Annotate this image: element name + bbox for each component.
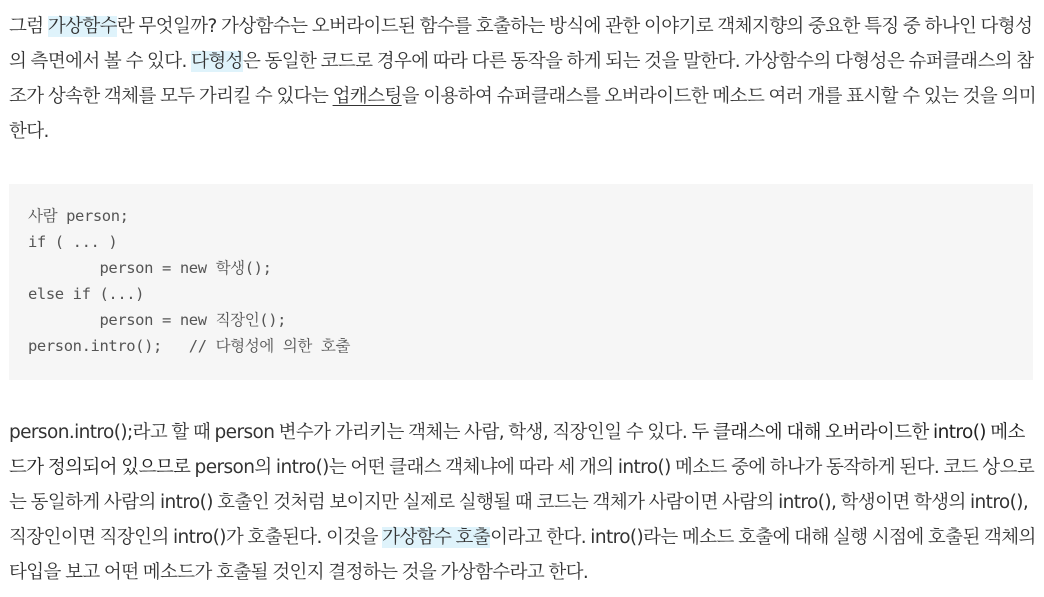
- intro-paragraph: [9, 9, 1039, 149]
- text-run: person.intro();라고 할 때 person 변수가 가리키는 객체는 사람, 학생, 직장인일 수 있다.: [9, 422, 692, 443]
- code-line: if ( ... ): [28, 233, 118, 251]
- code-content: [28, 203, 350, 359]
- emphasized-sentence: 두 클래스에 대해 오버라이드한 intro() 메소드가 정의되어 있으므로: [9, 422, 1025, 478]
- code-line: else if (...): [28, 285, 145, 303]
- text-run: 그럼: [9, 16, 48, 37]
- upcasting-link[interactable]: 업캐스팅: [332, 86, 402, 107]
- explanation-paragraph: [9, 415, 1039, 590]
- code-line: person = new 학생();: [28, 259, 272, 277]
- highlighted-term-polymorphism: 다형성: [191, 51, 243, 72]
- text-run: 란 무엇일까? 가상함수는 오버라이드된 함수를 호출하는 방식에 관한 이야기로 객체지향의 중요한 특징 중 하나인 다형성의 측면에서 볼 수 있다.: [9, 16, 1033, 72]
- text-run: person의 intro()는 어떤 클래스 객체냐에 따라 세 개의 intro() 메소드 중에 하나가 동작하게 된다. 코드 상으로는 동일하게 사람의 intro() 호출인 것처럼 보이지만 실제로 실행될 때 코드는 객체가 사람이면 사람의 intro(), 학생이면 학생의 intro(), 직장인이면 직장인의 intro()가 호출된다. 이것을: [9, 457, 1035, 548]
- code-block: [9, 184, 1033, 380]
- highlighted-term-virtual-function: 가상함수: [47, 16, 117, 37]
- code-line: person = new 직장인();: [28, 311, 287, 329]
- code-line: 사람 person;: [28, 207, 129, 225]
- text-run: 은 동일한 코드로 경우에 따라 다른 동작을 하게 되는 것을 말한다. 가상함수의 다형성은 슈퍼클래스의 참조가 상속한 객체를 모두 가리킬 수 있다는: [9, 51, 1034, 107]
- code-line: person.intro(); // 다형성에 의한 호출: [28, 337, 351, 355]
- highlighted-term-virtual-call: 가상함수 호출: [382, 527, 491, 548]
- text-run: 을 이용하여 슈퍼클래스를 오버라이드한 메소드 여러 개를 표시할 수 있는 것을 의미한다.: [9, 86, 1036, 142]
- text-run: 이라고 한다. intro()라는 메소드 호출에 대해 실행 시점에 호출된 객체의 타입을 보고 어떤 메소드가 호출될 것인지 결정하는 것을 가상함수라고 한다.: [9, 527, 1036, 583]
